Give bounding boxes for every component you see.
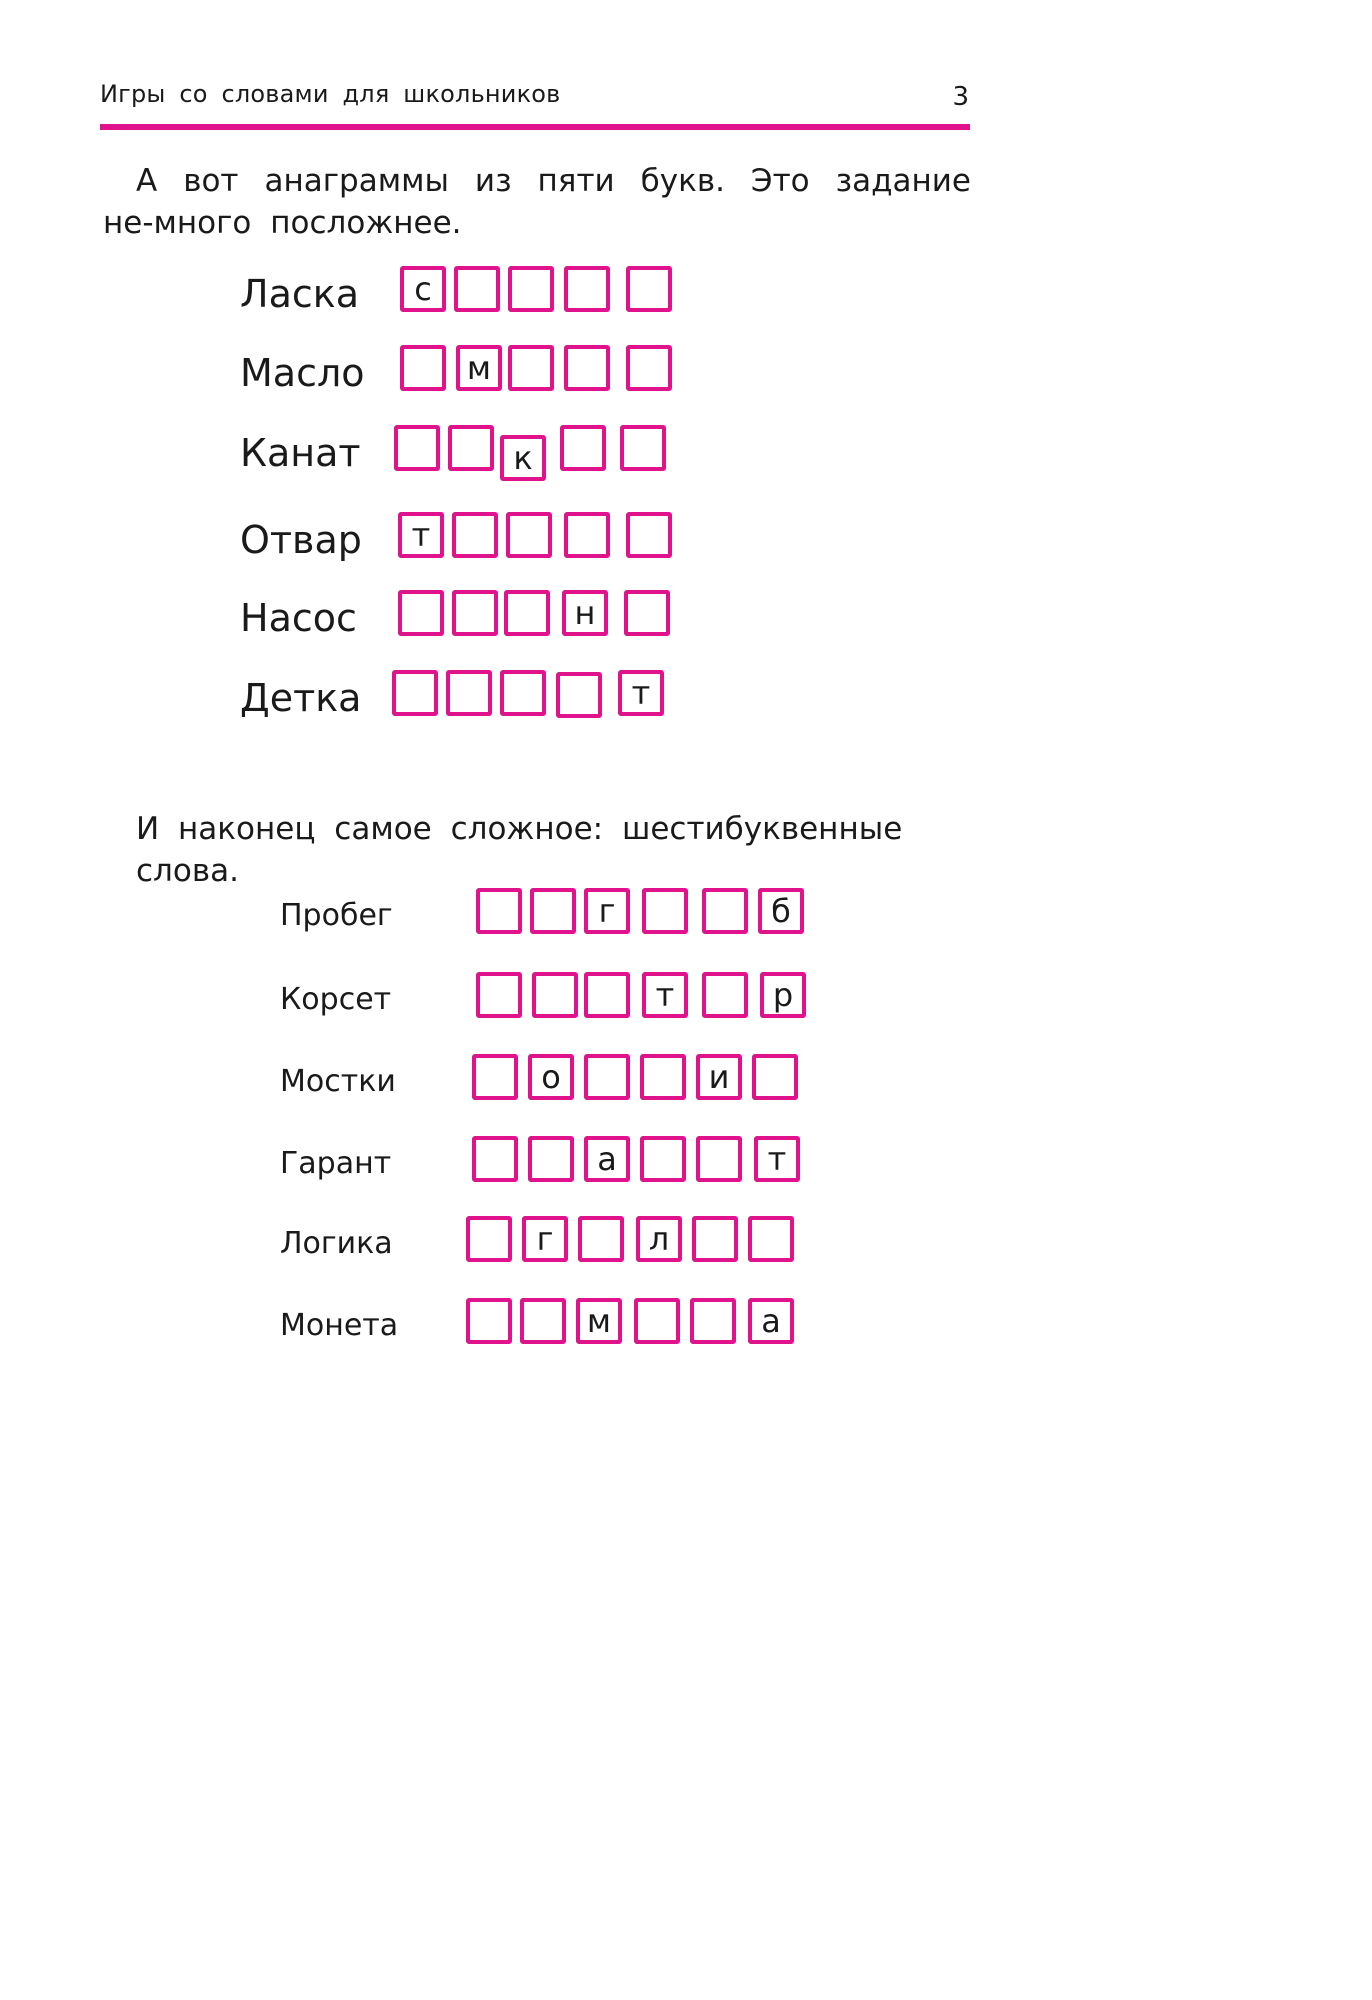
letter-box[interactable] [472, 1054, 518, 1100]
letter-box[interactable]: о [528, 1054, 574, 1100]
letter-box[interactable] [690, 1298, 736, 1344]
letter-box[interactable] [564, 345, 610, 391]
puzzle-word: Гарант [280, 1146, 392, 1181]
letter-box[interactable] [398, 590, 444, 636]
letter-box[interactable] [584, 972, 630, 1018]
letter-box[interactable] [448, 425, 494, 471]
letter-box[interactable] [508, 345, 554, 391]
letter-box[interactable] [500, 670, 546, 716]
letter-box[interactable] [560, 425, 606, 471]
letter-box[interactable]: а [584, 1136, 630, 1182]
letter-box[interactable] [642, 888, 688, 934]
letter-box[interactable] [578, 1216, 624, 1262]
letter-box[interactable] [476, 972, 522, 1018]
puzzle-word: Насос [240, 596, 357, 640]
letter-box[interactable]: р [760, 972, 806, 1018]
puzzle-word: Пробег [280, 898, 393, 933]
puzzle-word: Логика [280, 1226, 393, 1261]
letter-box[interactable] [446, 670, 492, 716]
puzzle-word: Монета [280, 1308, 399, 1343]
letter-box[interactable]: а [748, 1298, 794, 1344]
letter-box[interactable] [452, 590, 498, 636]
puzzle-word: Детка [240, 676, 362, 720]
letter-box[interactable]: и [696, 1054, 742, 1100]
intro-five-letter: А вот анаграммы из пяти букв. Это задание не-много посложнее. [103, 163, 971, 241]
header-title: Игры со словами для школьников [100, 80, 561, 108]
letter-box[interactable] [472, 1136, 518, 1182]
letter-box[interactable] [702, 972, 748, 1018]
letter-box[interactable] [454, 266, 500, 312]
letter-box[interactable] [466, 1298, 512, 1344]
letter-box[interactable]: л [636, 1216, 682, 1262]
letter-box[interactable]: г [584, 888, 630, 934]
letter-box[interactable] [528, 1136, 574, 1182]
letter-box[interactable] [476, 888, 522, 934]
puzzle-word: Отвар [240, 518, 362, 562]
letter-box[interactable] [640, 1136, 686, 1182]
letter-box[interactable] [394, 425, 440, 471]
letter-box[interactable]: м [576, 1298, 622, 1344]
letter-box[interactable] [626, 266, 672, 312]
intro-six-letter: И наконец самое сложное: шестибуквенные слова. [136, 811, 903, 889]
letter-box[interactable] [626, 512, 672, 558]
letter-box[interactable]: б [758, 888, 804, 934]
letter-box[interactable] [392, 670, 438, 716]
letter-box[interactable]: т [618, 670, 664, 716]
letter-box[interactable] [530, 888, 576, 934]
letter-box[interactable]: т [642, 972, 688, 1018]
letter-box[interactable] [564, 512, 610, 558]
letter-box[interactable] [508, 266, 554, 312]
letter-box[interactable]: м [456, 345, 502, 391]
letter-box[interactable] [626, 345, 672, 391]
letter-box[interactable] [748, 1216, 794, 1262]
letter-box[interactable] [584, 1054, 630, 1100]
letter-box[interactable]: с [400, 266, 446, 312]
letter-box[interactable] [556, 672, 602, 718]
puzzle-word: Корсет [280, 982, 392, 1017]
letter-box[interactable] [692, 1216, 738, 1262]
letter-box[interactable] [452, 512, 498, 558]
puzzle-word: Канат [240, 431, 361, 475]
letter-box[interactable] [520, 1298, 566, 1344]
letter-box[interactable] [504, 590, 550, 636]
letter-box[interactable]: т [398, 512, 444, 558]
letter-box[interactable] [752, 1054, 798, 1100]
page-number: 3 [952, 82, 969, 112]
letter-box[interactable]: г [522, 1216, 568, 1262]
letter-box[interactable] [564, 266, 610, 312]
letter-box[interactable] [640, 1054, 686, 1100]
letter-box[interactable] [400, 345, 446, 391]
letter-box[interactable] [620, 425, 666, 471]
letter-box[interactable] [634, 1298, 680, 1344]
letter-box[interactable] [702, 888, 748, 934]
puzzle-word: Мостки [280, 1064, 396, 1099]
letter-box[interactable] [624, 590, 670, 636]
letter-box[interactable] [466, 1216, 512, 1262]
letter-box[interactable] [532, 972, 578, 1018]
letter-box[interactable]: т [754, 1136, 800, 1182]
letter-box[interactable]: н [562, 590, 608, 636]
puzzle-word: Ласка [240, 272, 359, 316]
header-rule [100, 124, 970, 130]
letter-box[interactable] [506, 512, 552, 558]
letter-box[interactable]: к [500, 435, 546, 481]
letter-box[interactable] [696, 1136, 742, 1182]
puzzle-word: Масло [240, 351, 365, 395]
